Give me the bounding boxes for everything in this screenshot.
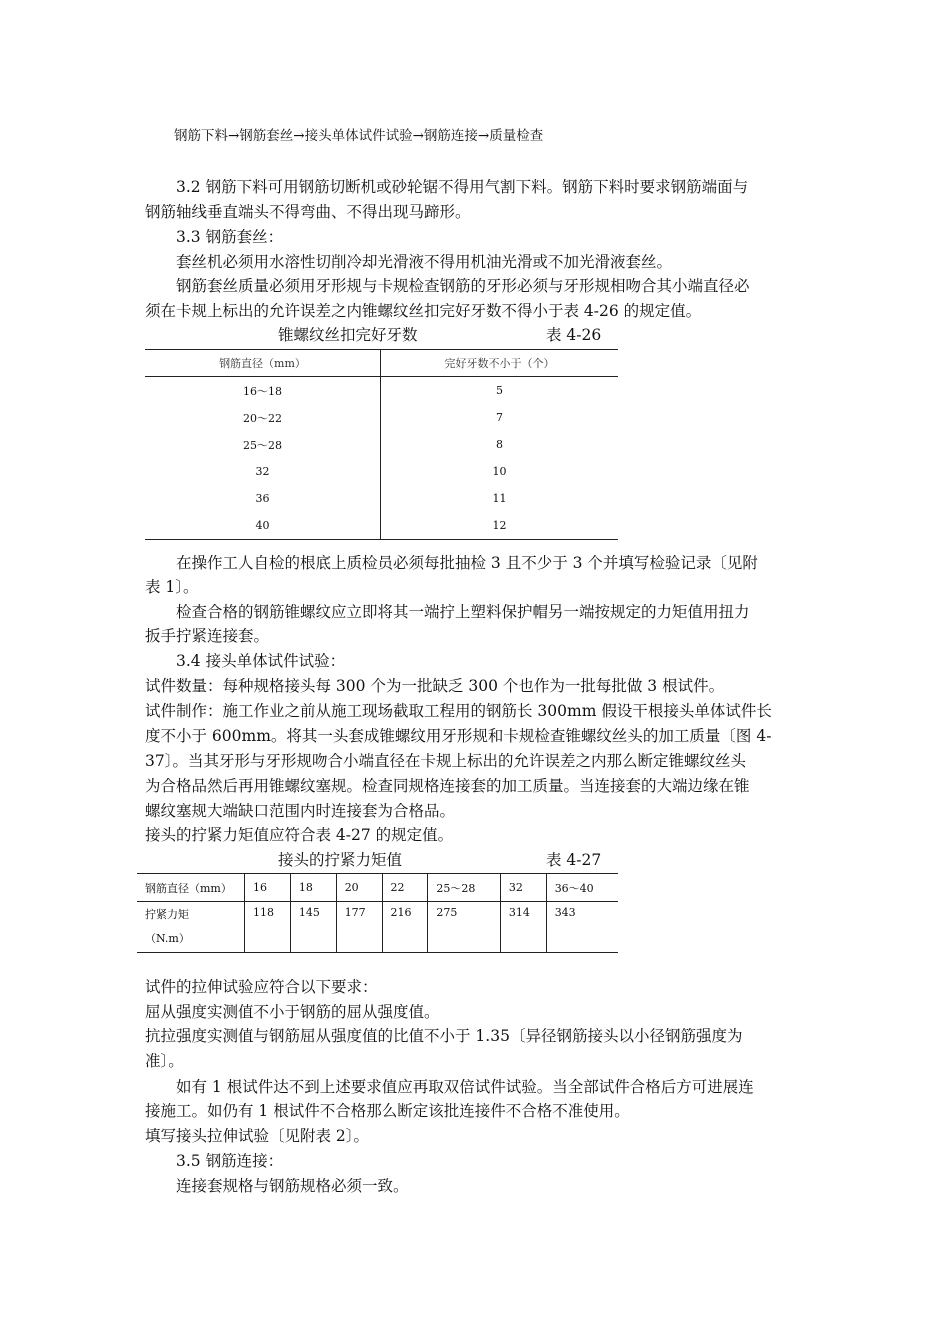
cell-diameter: 16～18	[145, 377, 381, 405]
para-protection-line1: 检查合格的钢筋锥螺纹应立即将其一端拧上塑料保护帽另一端按规定的力矩值用扭力	[176, 603, 750, 621]
heading-3-3: 3.3 钢筋套丝：	[176, 228, 284, 246]
table-4-26-title: 锥螺纹丝扣完好牙数	[278, 326, 418, 344]
para-tensile-requirements: 试件的拉伸试验应符合以下要求：	[145, 978, 378, 996]
para-3-3-quality-line2: 须在卡规上标出的允许误差之内锥螺纹丝扣完好牙数不得小于表 4-26 的规定值。	[145, 302, 702, 320]
para-3-2-line2: 钢筋轴线垂直端头不得弯曲、不得出现马蹄形。	[145, 203, 471, 221]
process-flow: 钢筋下料→钢筋套丝→接头单体试件试验→钢筋连接→质量检查	[174, 128, 544, 144]
para-retest-line2: 接施工。如仍有 1 根试件不合格那么断定该批连接件不合格不准使用。	[145, 1102, 630, 1120]
row-label-torque	[137, 902, 245, 953]
para-strength-ratio-line2: 准〕。	[145, 1052, 184, 1070]
cell-diameter: 36～40	[546, 874, 618, 902]
cell-thread-count: 11	[492, 492, 507, 505]
para-specimen-making-line5: 螺纹塞规大端缺口范围内时连接套为合格品。	[145, 802, 456, 820]
table-4-26-number: 表 4-26	[546, 326, 602, 344]
cell-torque: 145	[290, 902, 336, 953]
row-label-torque-a: 拧紧力矩	[145, 908, 189, 921]
para-retest-line1: 如有 1 根试件达不到上述要求值应再取双倍试件试验。当全部试件合格后方可进展连	[176, 1078, 754, 1096]
heading-3-4: 3.4 接头单体试件试验：	[176, 652, 346, 670]
para-strength-ratio-line1: 抗拉强度实测值与钢筋屈从强度值的比值不小于 1.35〔异径钢筋接头以小径钢筋强度为	[145, 1027, 743, 1045]
para-yield-strength: 屈从强度实测值不小于钢筋的屈从强度值。	[145, 1003, 440, 1021]
para-torque-reference: 接头的拧紧力矩值应符合表 4-27 的规定值。	[145, 826, 454, 844]
table-4-26	[145, 349, 618, 540]
cell-thread-count: 10	[492, 465, 507, 478]
para-3-5-coupler: 连接套规格与钢筋规格必须一致。	[176, 1177, 409, 1195]
heading-3-5: 3.5 钢筋连接：	[176, 1152, 284, 1170]
para-inspection-line1: 在操作工人自检的根底上质检员必须每批抽检 3 且不少于 3 个并填写检验记录〔见附	[176, 554, 758, 572]
cell-thread-count: 8	[496, 438, 503, 451]
table-row	[145, 485, 618, 512]
para-3-2-line1: 3.2 钢筋下料可用钢筋切断机或砂轮锯不得用气割下料。钢筋下料时要求钢筋端面与	[176, 178, 749, 196]
para-3-3-quality-line1: 钢筋套丝质量必须用牙形规与卡规检查钢筋的牙形必须与牙形规相吻合其小端直径必	[176, 277, 750, 295]
cell-diameter: 40	[145, 512, 381, 540]
cell-diameter: 25～28	[145, 431, 381, 458]
table-row	[145, 431, 618, 458]
cell-diameter: 16	[245, 874, 291, 902]
row-label-diameter: 钢筋直径（mm）	[137, 874, 245, 902]
table-row	[145, 458, 618, 485]
para-fill-report: 填写接头拉伸试验〔见附表 2〕。	[145, 1127, 370, 1145]
table-4-27-number: 表 4-27	[546, 851, 602, 869]
table-row-torque	[137, 902, 618, 953]
cell-diameter: 20	[336, 874, 382, 902]
cell-thread-count: 5	[496, 384, 503, 397]
cell-torque: 118	[245, 902, 291, 953]
cell-thread-count: 7	[496, 411, 503, 424]
table-row	[145, 377, 618, 405]
para-specimen-making-line4: 为合格品然后再用锥螺纹塞规。检查同规格连接套的加工质量。当连接套的大端边缘在锥	[145, 777, 750, 795]
table-4-27-title: 接头的拧紧力矩值	[278, 851, 403, 869]
cell-diameter: 18	[290, 874, 336, 902]
para-specimen-count: 试件数量：每种规格接头每 300 个为一批缺乏 300 个也作为一批每批做 3 根试件。	[145, 677, 725, 695]
table-4-27	[137, 873, 618, 953]
cell-diameter: 25～28	[428, 874, 500, 902]
cell-torque: 275	[428, 902, 500, 953]
cell-diameter: 32	[500, 874, 546, 902]
col-header-diameter: 钢筋直径（mm）	[145, 350, 381, 377]
para-3-3-coolant: 套丝机必须用水溶性切削冷却光滑液不得用机油光滑或不加光滑液套丝。	[176, 253, 673, 271]
table-header-row	[145, 350, 618, 377]
para-specimen-making-line2: 度不小于 600mm。将其一头套成锥螺纹用牙形规和卡规检查锥螺纹丝头的加工质量〔图 4-	[145, 727, 772, 745]
cell-diameter: 20～22	[145, 404, 381, 431]
cell-torque: 343	[554, 906, 576, 919]
table-row-diameter	[137, 874, 618, 902]
col-header-thread-count: 完好牙数不小于（个）	[381, 350, 619, 377]
cell-diameter: 32	[145, 458, 381, 485]
para-inspection-line2: 表 1〕。	[145, 578, 199, 596]
para-specimen-making-line3: 37〕。当其牙形与牙形规吻合小端直径在卡规上标出的允许误差之内那么断定锥螺纹丝头	[145, 752, 746, 770]
cell-torque: 216	[382, 902, 428, 953]
para-protection-line2: 扳手拧紧连接套。	[145, 627, 270, 645]
para-specimen-making-line1: 试件制作：施工作业之前从施工现场截取工程用的钢筋长 300mm 假设干根接头单体试件长	[145, 702, 772, 720]
cell-thread-count: 12	[492, 519, 507, 532]
cell-torque: 314	[500, 902, 546, 953]
cell-diameter: 36	[145, 485, 381, 512]
row-label-torque-b: （N.m）	[145, 932, 190, 945]
cell-diameter: 22	[382, 874, 428, 902]
table-row	[145, 404, 618, 431]
table-row	[145, 512, 618, 540]
cell-torque: 177	[336, 902, 382, 953]
